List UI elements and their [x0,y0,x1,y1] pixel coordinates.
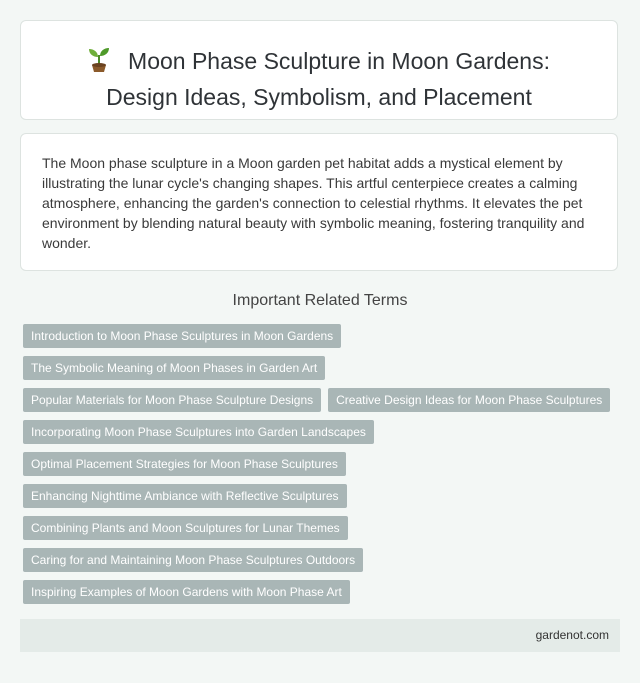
footer [20,619,620,652]
sprout-icon [88,47,110,81]
tag-row [23,452,623,476]
related-term-tag[interactable]: The Symbolic Meaning of Moon Phases in Garden Art [23,356,325,380]
tag-row [23,324,623,348]
tag-row [23,356,623,380]
related-term-tag[interactable]: Popular Materials for Moon Phase Sculpture Designs [23,388,321,412]
description-card [20,133,618,271]
related-term-tag[interactable]: Combining Plants and Moon Sculptures for Lunar Themes [23,516,348,540]
header-card [20,20,618,120]
related-term-tag[interactable]: Caring for and Maintaining Moon Phase Sculptures Outdoors [23,548,363,572]
related-terms-heading: Important Related Terms [232,292,408,309]
description-text: The Moon phase sculpture in a Moon garden pet habitat adds a mystical element by illustrating the lunar cycle's changing shapes. This artful centerpiece creates a calming atmosphere, enhancing the garden's connection to celestial rhythms. It elevates the pet environment by blending natural beauty with symbolic meaning, fostering tranquility and wonder. [42,155,585,251]
tag-row [23,420,623,444]
page-title [21,45,617,113]
tag-row [23,548,623,572]
tag-row [23,484,623,508]
related-term-tag[interactable]: Introduction to Moon Phase Sculptures in Moon Gardens [23,324,341,348]
related-term-tag[interactable]: Enhancing Nighttime Ambiance with Reflective Sculptures [23,484,347,508]
title-line-2: Design Ideas, Symbolism, and Placement [106,84,532,110]
related-term-tag[interactable]: Inspiring Examples of Moon Gardens with Moon Phase Art [23,580,350,604]
related-terms-list [23,324,623,612]
related-term-tag[interactable]: Creative Design Ideas for Moon Phase Sculptures [328,388,610,412]
title-line-1: Moon Phase Sculpture in Moon Gardens: [128,48,550,74]
footer-site[interactable]: gardenot.com [535,628,609,642]
related-term-tag[interactable]: Optimal Placement Strategies for Moon Phase Sculptures [23,452,346,476]
tag-row [23,388,623,412]
related-term-tag[interactable]: Incorporating Moon Phase Sculptures into Garden Landscapes [23,420,374,444]
tag-row [23,580,623,604]
tag-row [23,516,623,540]
